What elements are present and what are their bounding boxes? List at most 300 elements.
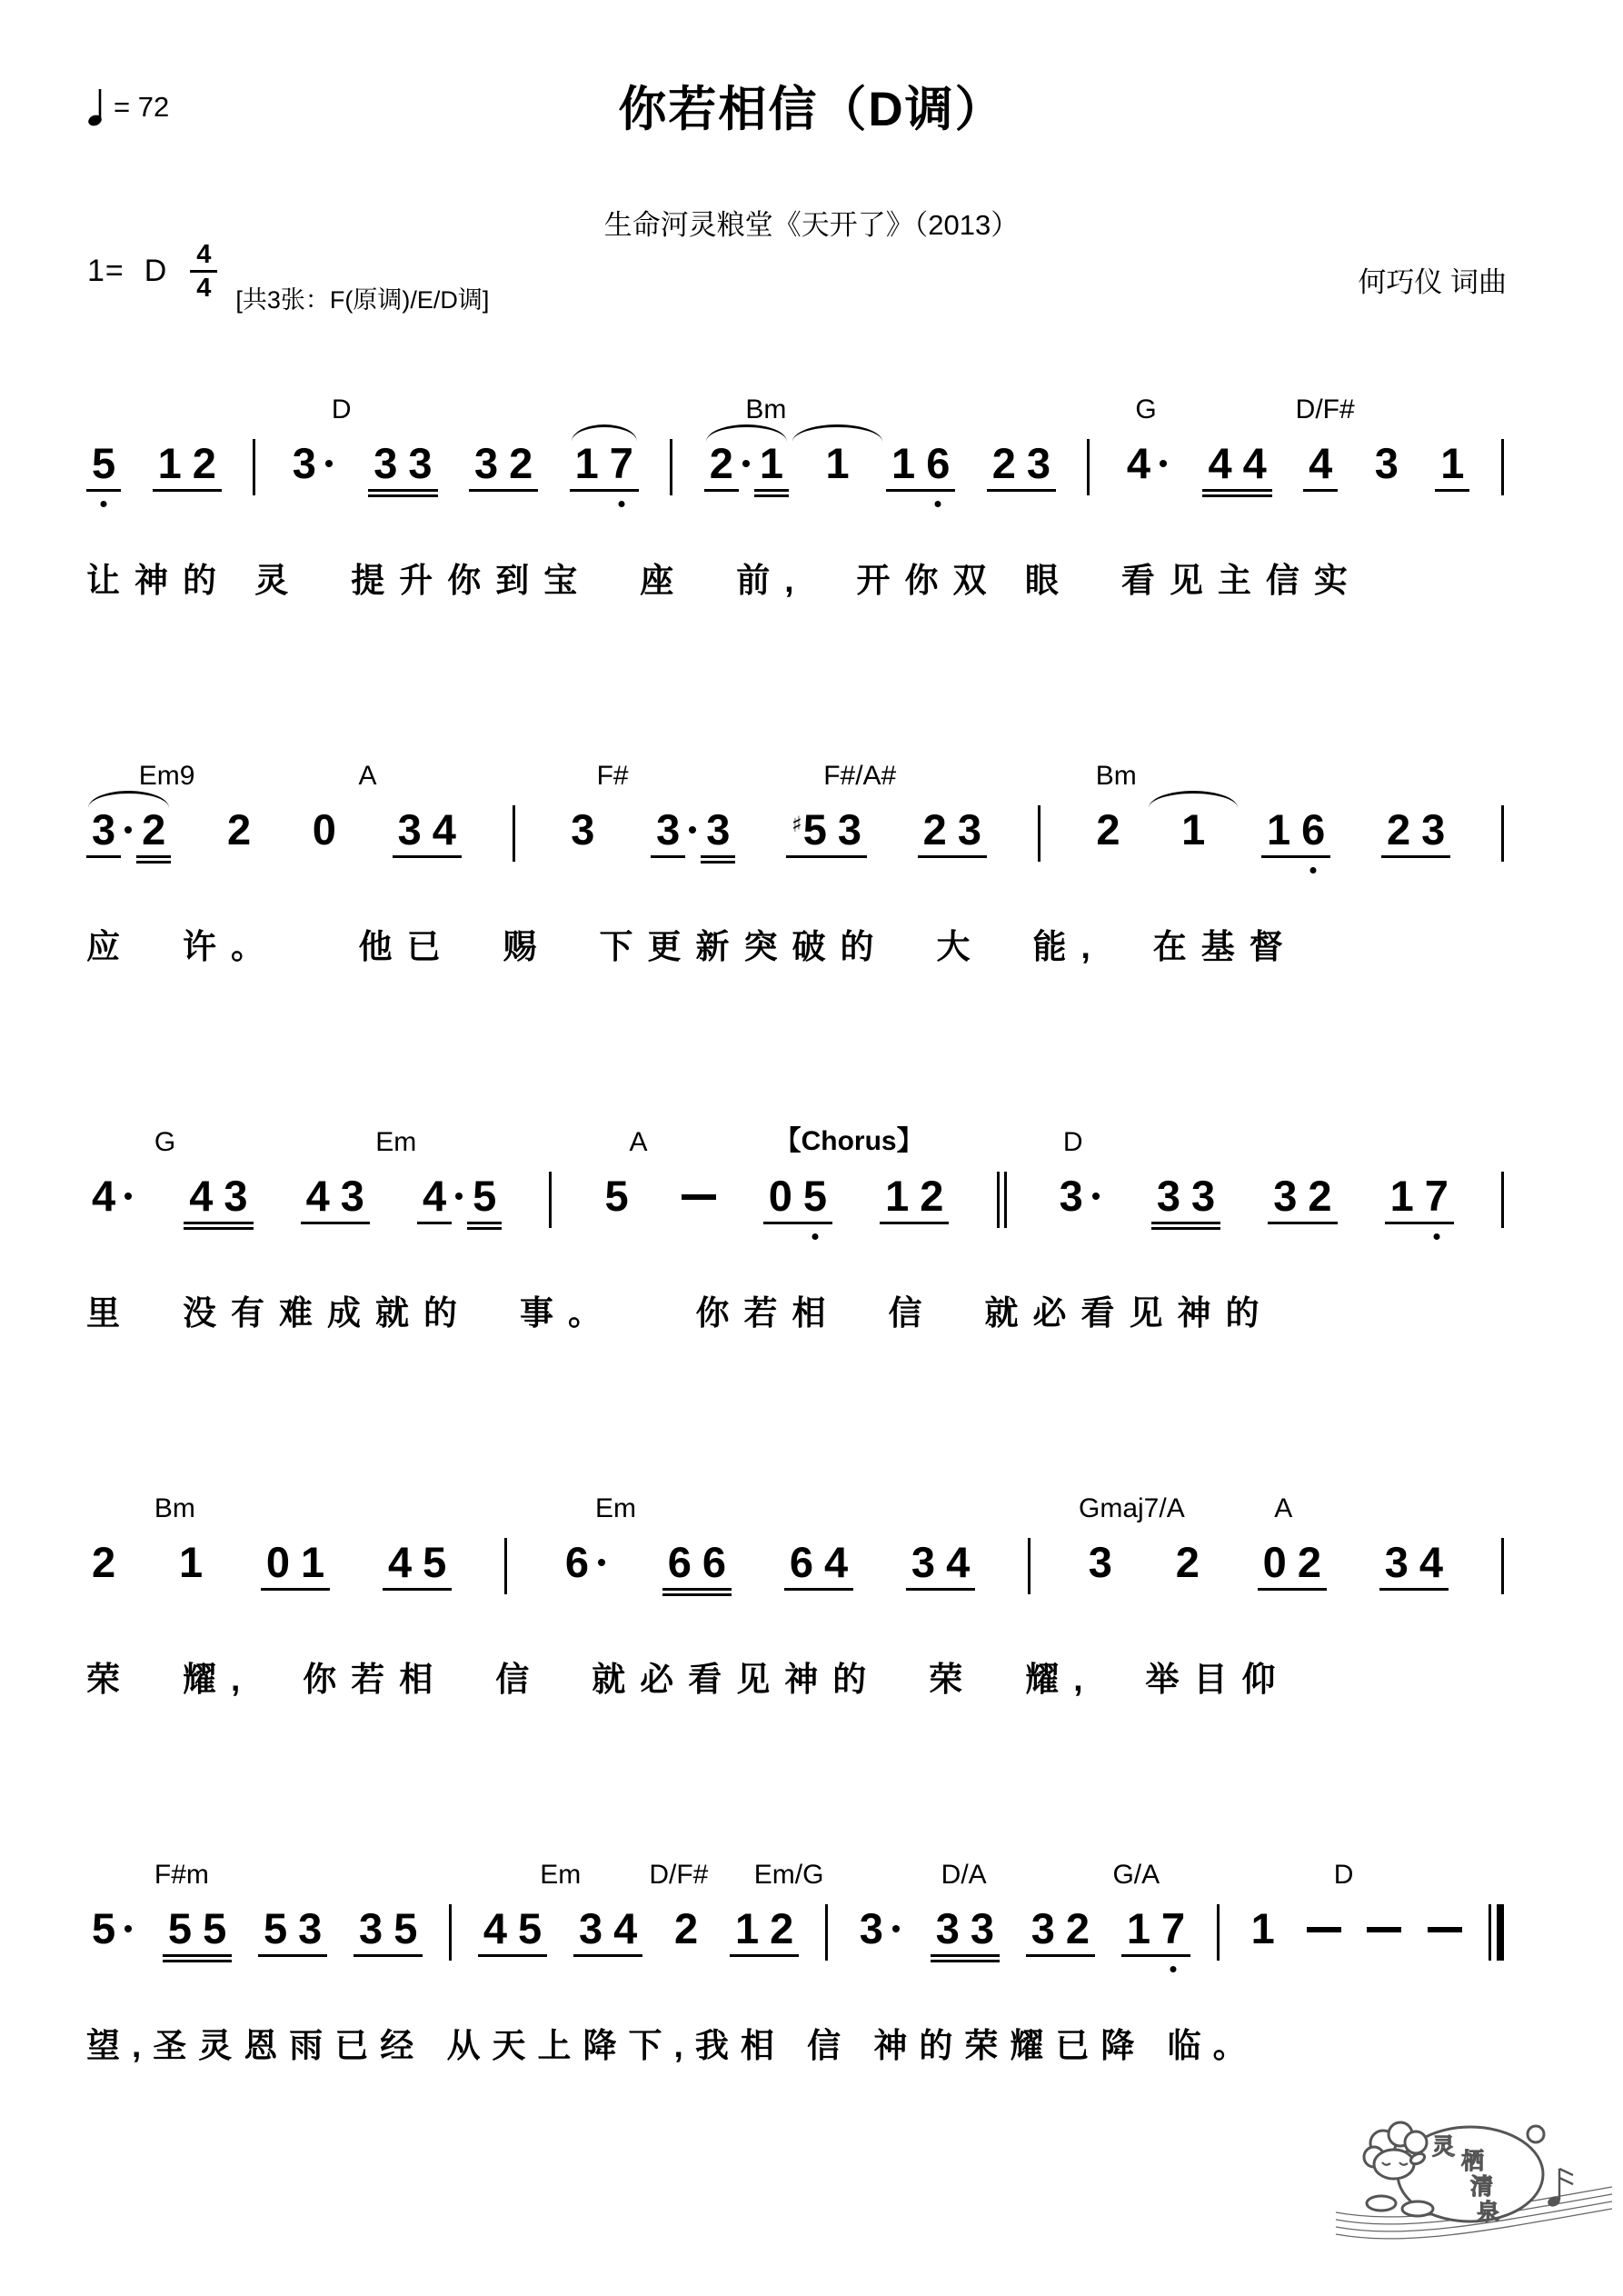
chord-row (86, 1849, 1504, 1891)
note (1151, 1172, 1186, 1220)
note-group (86, 1538, 121, 1586)
note (1121, 1904, 1156, 1952)
note-digit: 2 (770, 1904, 794, 1952)
lyrics-line: 里 没有难成就的 事。 你若相 信 就必看见神的 (86, 1294, 1274, 1332)
note-digit: 1 (1440, 439, 1465, 487)
note (1292, 1538, 1327, 1586)
note-digit: 1 (825, 439, 850, 487)
note (1246, 1904, 1280, 1952)
note-digit: 4 (1419, 1538, 1444, 1586)
note (469, 439, 503, 487)
song-subtitle: 生命河灵粮堂《天开了》（2013） (603, 209, 1020, 241)
note-group (906, 1538, 975, 1586)
note (1156, 1904, 1190, 1952)
barline (1501, 805, 1504, 862)
chord-label: A (358, 761, 377, 791)
time-signature-bottom: 4 (196, 274, 212, 304)
note-digit: 3 (578, 1904, 603, 1952)
note-digit: 1 (1250, 1904, 1275, 1952)
note-group (258, 1904, 327, 1952)
note (174, 1538, 208, 1586)
note (427, 805, 462, 854)
note (1268, 1172, 1302, 1220)
note-group (1385, 1172, 1454, 1220)
augmentation-dot (455, 1193, 463, 1200)
note (1261, 805, 1296, 854)
augmentation-dot (689, 826, 696, 834)
note (368, 439, 403, 487)
note (218, 1172, 253, 1220)
low-octave-dot (935, 501, 941, 507)
augmentation-dot (124, 826, 132, 834)
note-digit: 1 (157, 439, 182, 487)
note-group (469, 439, 538, 487)
note-group (86, 439, 121, 487)
note-group (1090, 805, 1125, 854)
chord-label: G/A (1112, 1860, 1160, 1890)
note-digit: 1 (1181, 805, 1206, 854)
chord-label: Em (595, 1493, 637, 1523)
note-digit: 4 (1242, 439, 1267, 487)
note-digit: 2 (1297, 1538, 1321, 1586)
note (153, 439, 187, 487)
note-group (1369, 439, 1404, 487)
note (764, 1904, 799, 1952)
note-digit: 1 (885, 1172, 910, 1220)
note (1186, 1172, 1220, 1220)
music-system-1 (86, 384, 1504, 750)
note-digit: 4 (189, 1172, 214, 1220)
chord-row (86, 1116, 1504, 1158)
note-digit: 3 (935, 1904, 960, 1952)
chord-label: Bm (745, 394, 787, 424)
svg-text:清: 清 (1470, 2174, 1494, 2200)
chord-label: Em9 (138, 761, 195, 791)
note (730, 1904, 764, 1952)
note (763, 1172, 798, 1220)
chord-label: Bm (1095, 761, 1137, 791)
note-group (730, 1904, 799, 1952)
note-digit: 3 (298, 1904, 323, 1952)
barline (1501, 439, 1504, 495)
note-digit: 4 (1208, 439, 1232, 487)
note-group (353, 1904, 423, 1952)
low-octave-dot (812, 1233, 818, 1240)
note-group (1258, 1538, 1327, 1586)
note-group (1026, 1904, 1095, 1952)
low-octave-dot (101, 501, 107, 507)
note-digit: 2 (1308, 1172, 1332, 1220)
note (1369, 439, 1404, 487)
note-group (1083, 1538, 1118, 1586)
note-group (1261, 805, 1330, 854)
note-digit: 5 (604, 1172, 629, 1220)
final-barline (1489, 1904, 1504, 1961)
note-group (301, 1172, 370, 1220)
note-group (163, 1904, 232, 1952)
note (1026, 1904, 1060, 1952)
chord-label: D/F# (1295, 394, 1355, 424)
chord-label: D/A (941, 1860, 987, 1890)
note (604, 439, 639, 487)
low-octave-dot (618, 501, 624, 507)
note (86, 805, 121, 854)
note-digit: 3 (571, 805, 595, 854)
barline (1501, 1172, 1504, 1228)
note-digit: 5 (802, 805, 827, 854)
note-digit: 6 (702, 1538, 727, 1586)
note-digit: 7 (1424, 1172, 1449, 1220)
note (662, 1538, 697, 1586)
low-octave-dot (1170, 1966, 1177, 1972)
note-digit: 3 (1384, 1538, 1409, 1586)
note-digit: 2 (1175, 1538, 1200, 1586)
chord-label: Gmaj7/A (1079, 1493, 1185, 1523)
note-digit: 4 (823, 1538, 849, 1586)
note (1414, 1538, 1449, 1586)
note-group (184, 1172, 253, 1220)
note (1258, 1538, 1292, 1586)
note (854, 1904, 889, 1952)
note-group (1202, 439, 1271, 487)
note (1416, 805, 1450, 854)
note-digit: 1 (759, 439, 784, 487)
notation-row (86, 439, 1504, 522)
composer-credit: 何巧仪 词曲 (1358, 266, 1507, 298)
note-digit: 4 (1126, 439, 1151, 487)
note (1060, 1904, 1095, 1952)
note (914, 1172, 949, 1220)
note (1176, 805, 1210, 854)
lyrics-line: 望,圣灵恩雨已经 从天上降下,我相 信 神的荣耀已降 临。 (86, 2027, 1259, 2064)
note (393, 805, 427, 854)
note (1202, 439, 1237, 487)
augmentation-dot (124, 1193, 132, 1200)
note (417, 1538, 452, 1586)
note (478, 1904, 513, 1952)
barline (670, 439, 672, 495)
note (86, 439, 121, 487)
note-digit: 3 (1088, 1538, 1112, 1586)
note (307, 805, 342, 854)
note-digit: 1 (1266, 805, 1291, 854)
note-digit: 5 (92, 1904, 116, 1952)
tempo-value: = 72 (114, 91, 170, 123)
note-group (383, 1538, 452, 1586)
slur-note-group (1176, 805, 1210, 854)
note (383, 1538, 417, 1586)
chord-label: D/F# (649, 1860, 709, 1890)
note-digit: 1 (1126, 1904, 1150, 1952)
note-digit: 3 (292, 439, 316, 487)
note (513, 1904, 547, 1952)
note (1054, 1172, 1089, 1220)
note-digit: 3 (1031, 1904, 1055, 1952)
chord-row (86, 1482, 1504, 1524)
note-digit: 3 (1421, 805, 1446, 854)
note (565, 805, 600, 854)
note-digit: 3 (340, 1172, 364, 1220)
note-group (918, 805, 987, 854)
note (1238, 439, 1272, 487)
barline (1038, 805, 1041, 862)
note-digit: 6 (1301, 805, 1326, 854)
note (906, 1538, 941, 1586)
time-signature (190, 241, 217, 303)
sharp-icon: ♯ (792, 812, 802, 837)
key-signature-row (87, 240, 490, 314)
note (301, 1172, 335, 1220)
note-group (1151, 1172, 1220, 1220)
note-digit: 2 (509, 439, 533, 487)
note-digit: 5 (167, 1904, 193, 1952)
note-group (1121, 439, 1171, 487)
note-group (1268, 1172, 1337, 1220)
note-group (1435, 439, 1469, 487)
time-signature-top: 4 (196, 240, 212, 269)
note-digit: 3 (359, 1904, 383, 1952)
note (570, 439, 604, 487)
note (1379, 1538, 1414, 1586)
note-group (478, 1904, 547, 1952)
note-digit: 4 (946, 1538, 971, 1586)
augmentation-dot (325, 460, 333, 467)
note-digit: 2 (1096, 805, 1120, 854)
note (1170, 1538, 1205, 1586)
note-digit: 4 (613, 1904, 638, 1952)
note (353, 1904, 388, 1952)
note-digit: 5 (203, 1904, 227, 1952)
svg-text:泉: 泉 (1477, 2200, 1500, 2225)
note (1435, 439, 1469, 487)
note-group (763, 1172, 832, 1220)
barline (549, 1172, 552, 1228)
note (560, 1538, 594, 1586)
note (261, 1538, 295, 1586)
chord-row (86, 750, 1504, 792)
note-digit: 2 (920, 1172, 944, 1220)
dash-note (1367, 1927, 1401, 1932)
note (754, 439, 789, 487)
chord-row (86, 384, 1504, 425)
lyrics-line: 荣 耀, 你若相 信 就必看见神的 荣 耀, 举目仰 (86, 1661, 1290, 1698)
chord-label: Em (375, 1127, 417, 1157)
note (941, 1538, 975, 1586)
note (1296, 805, 1330, 854)
note (184, 1172, 218, 1220)
note (417, 1172, 452, 1220)
note-digit: 1 (734, 1904, 760, 1952)
note (467, 1172, 502, 1220)
note-group (174, 1538, 208, 1586)
barline (513, 805, 515, 862)
note-digit: 2 (922, 805, 947, 854)
note-digit: 4 (432, 805, 456, 854)
note-digit: 5 (393, 1904, 418, 1952)
svg-text:栖: 栖 (1461, 2149, 1485, 2174)
note-digit: 3 (473, 439, 499, 487)
note-group (880, 1172, 949, 1220)
chord-label: G (1135, 394, 1157, 424)
note (1083, 1538, 1118, 1586)
note (798, 1172, 832, 1220)
note (704, 439, 739, 487)
note (197, 1904, 232, 1952)
note-digit: 4 (387, 1538, 413, 1586)
chord-label: G (154, 1127, 176, 1157)
music-system-4 (86, 1482, 1504, 1849)
note (136, 805, 171, 854)
note-digit: 3 (408, 439, 433, 487)
note-digit: 6 (926, 439, 951, 487)
note-digit: 1 (178, 1538, 204, 1586)
note (820, 439, 854, 487)
edition-note: [共3张：F(原调)/E/D调] (235, 285, 490, 314)
note (819, 1538, 853, 1586)
note-digit: 3 (1026, 439, 1051, 487)
note (1385, 1172, 1419, 1220)
note (222, 805, 256, 854)
note-group (1170, 1538, 1205, 1586)
note-digit: 3 (911, 1538, 936, 1586)
note-group (1379, 1538, 1449, 1586)
note (832, 805, 867, 854)
note (918, 805, 952, 854)
augmentation-dot (1092, 1193, 1100, 1200)
note (697, 1538, 732, 1586)
note (786, 805, 832, 854)
slur-note-group (570, 439, 639, 487)
chord-label: A (1274, 1493, 1293, 1523)
note-digit: 3 (397, 805, 422, 854)
note-digit: 3 (1191, 1172, 1216, 1220)
note (1303, 439, 1338, 487)
note-digit: 3 (859, 1904, 883, 1952)
note (1302, 1172, 1337, 1220)
augmentation-dot (1160, 460, 1167, 467)
note-digit: 4 (305, 1172, 330, 1220)
barline (1028, 1538, 1031, 1594)
note-group (222, 805, 256, 854)
music-system-2 (86, 750, 1504, 1116)
barline (449, 1904, 452, 1961)
note-group (368, 439, 437, 487)
note (784, 1538, 819, 1586)
note-group (287, 439, 337, 487)
note-digit: 3 (1156, 1172, 1180, 1220)
note (880, 1172, 914, 1220)
note-digit: 4 (422, 1172, 447, 1220)
song-title: 你若相信（D调） (618, 83, 1005, 136)
dash-note (682, 1194, 716, 1200)
note-group (886, 439, 955, 487)
note (86, 1538, 121, 1586)
slur-note-group (704, 439, 789, 487)
chord-label: F#m (154, 1860, 209, 1890)
note (886, 439, 921, 487)
chord-label: D (331, 394, 352, 424)
dash-note (1428, 1927, 1462, 1932)
note (403, 439, 437, 487)
note-digit: 0 (265, 1538, 291, 1586)
note-group (573, 1904, 642, 1952)
chord-label: F#/A# (823, 761, 897, 791)
note-digit: 2 (1386, 805, 1411, 854)
low-octave-dot (1310, 867, 1317, 873)
note-digit: 2 (192, 439, 216, 487)
note-group (1054, 1172, 1104, 1220)
notation-area (86, 384, 1504, 2215)
note-digit: 1 (891, 439, 916, 487)
note-digit: 6 (789, 1538, 813, 1586)
note-digit: 3 (706, 805, 731, 854)
note-digit: 5 (92, 439, 116, 487)
chord-label: F# (596, 761, 629, 791)
note-group (1381, 805, 1450, 854)
note (1021, 439, 1056, 487)
note-digit: 3 (970, 1904, 994, 1952)
key-prefix: 1= (87, 254, 124, 289)
note (952, 805, 987, 854)
note (1419, 1172, 1454, 1220)
dash-note (1307, 1927, 1341, 1932)
note-digit: 7 (609, 439, 633, 487)
double-barline (997, 1172, 1007, 1228)
chord-label: Bm (154, 1493, 195, 1523)
note-group (393, 805, 462, 854)
note-group (784, 1538, 853, 1586)
note-group (987, 439, 1056, 487)
note (599, 1172, 633, 1220)
note-digit: 4 (483, 1904, 508, 1952)
chord-label: A (629, 1127, 648, 1157)
chord-label: Em (540, 1860, 582, 1890)
note-digit: 3 (1273, 1172, 1298, 1220)
slur-note-group (86, 805, 171, 854)
note-group (599, 1172, 633, 1220)
note (86, 1172, 121, 1220)
note-digit: 2 (709, 439, 733, 487)
note-digit: 3 (1059, 1172, 1083, 1220)
lyrics-line: 应 许。 他已 赐 下更新突破的 大 能, 在基督 (86, 928, 1298, 965)
note (701, 805, 735, 854)
note-digit: 3 (656, 805, 681, 854)
key-value: D (144, 254, 167, 289)
note-digit: 5 (518, 1904, 543, 1952)
note (608, 1904, 642, 1952)
note-digit: 1 (574, 439, 599, 487)
section-label: 【Chorus】 (773, 1126, 924, 1156)
note-group (153, 439, 222, 487)
note-digit: 4 (1309, 439, 1333, 487)
note-digit: 5 (263, 1904, 288, 1952)
barline (1217, 1904, 1220, 1961)
barline (504, 1538, 507, 1594)
note (1090, 805, 1125, 854)
barline (1087, 439, 1090, 495)
note (503, 439, 538, 487)
chord-label: D (1333, 1860, 1354, 1890)
note-group (261, 1538, 330, 1586)
svg-text:灵: 灵 (1432, 2134, 1456, 2160)
note (669, 1904, 703, 1952)
note-group (560, 1538, 610, 1586)
note-digit: 2 (142, 805, 166, 854)
note-digit: 0 (768, 1172, 792, 1220)
note-group (86, 1172, 136, 1220)
note-digit: 1 (301, 1538, 325, 1586)
note (187, 439, 222, 487)
